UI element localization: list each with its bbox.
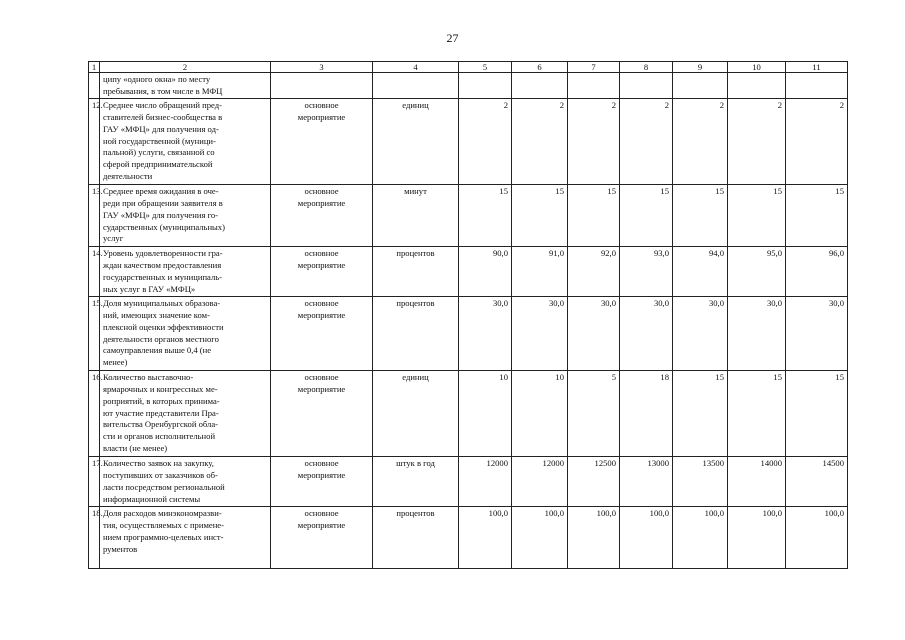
indicator-value: 15 xyxy=(620,185,673,247)
indicator-value: 15 xyxy=(786,371,848,457)
indicator-value: 14000 xyxy=(728,457,786,507)
indicator-row xyxy=(89,247,848,297)
row-number: 18. xyxy=(89,507,100,569)
row-number: 17. xyxy=(89,457,100,507)
indicator-value: 14500 xyxy=(786,457,848,507)
indicator-value: 10 xyxy=(512,371,568,457)
header-row xyxy=(89,62,848,73)
value-cell xyxy=(786,73,848,99)
indicator-value: 100,0 xyxy=(459,507,512,569)
indicator-value: 2 xyxy=(459,99,512,185)
indicator-value: 12500 xyxy=(568,457,620,507)
indicator-row xyxy=(89,371,848,457)
value-cell xyxy=(568,73,620,99)
indicator-value: 12000 xyxy=(512,457,568,507)
indicator-value: 10 xyxy=(459,371,512,457)
header-cell: 1 xyxy=(89,62,100,73)
header-cell: 5 xyxy=(459,62,512,73)
page-number: 27 xyxy=(446,31,459,45)
indicator-value: 100,0 xyxy=(568,507,620,569)
indicator-value: 2 xyxy=(673,99,728,185)
indicator-value: 13000 xyxy=(620,457,673,507)
header-cell: 6 xyxy=(512,62,568,73)
indicator-type: основное мероприятие xyxy=(271,457,373,507)
row-number: 16. xyxy=(89,371,100,457)
indicator-row xyxy=(89,99,848,185)
indicator-description: Доля расходов минэкономразви- тия, осуществляемых с примене- нием программно-целевых инст- рументов xyxy=(100,507,271,569)
indicators-table xyxy=(88,61,848,569)
row-number: 15. xyxy=(89,297,100,371)
indicator-value: 100,0 xyxy=(786,507,848,569)
indicator-value: 2 xyxy=(728,99,786,185)
indicator-value: 15 xyxy=(728,185,786,247)
value-cell xyxy=(673,73,728,99)
indicator-value: 96,0 xyxy=(786,247,848,297)
continuation-row xyxy=(89,73,848,99)
indicator-value: 2 xyxy=(568,99,620,185)
header-cell: 10 xyxy=(728,62,786,73)
indicator-type: основное мероприятие xyxy=(271,99,373,185)
indicator-value: 92,0 xyxy=(568,247,620,297)
indicator-description: Количество выставочно- ярмарочных и конгрессных ме- роприятий, в которых принима- ют участие представители Пра- вительства Оренбургской обла- сти и органов исполнительной власти (не менее) xyxy=(100,371,271,457)
indicator-value: 15 xyxy=(512,185,568,247)
indicator-type: основное мероприятие xyxy=(271,185,373,247)
indicator-unit: единиц xyxy=(373,99,459,185)
indicator-value: 13500 xyxy=(673,457,728,507)
indicator-value: 15 xyxy=(568,185,620,247)
header-cell: 3 xyxy=(271,62,373,73)
indicator-value: 100,0 xyxy=(728,507,786,569)
indicator-value: 15 xyxy=(728,371,786,457)
indicator-value: 2 xyxy=(512,99,568,185)
value-cell xyxy=(620,73,673,99)
indicator-description: ципу «одного окна» по месту пребывания, в том числе в МФЦ xyxy=(100,73,271,99)
indicator-type: основное мероприятие xyxy=(271,371,373,457)
indicator-value: 15 xyxy=(786,185,848,247)
indicator-value: 91,0 xyxy=(512,247,568,297)
indicator-value: 12000 xyxy=(459,457,512,507)
indicator-value: 94,0 xyxy=(673,247,728,297)
indicator-description: Количество заявок на закупку, поступивших от заказчиков об- ласти посредством региональной информационной системы xyxy=(100,457,271,507)
indicator-row xyxy=(89,185,848,247)
row-number: 12. xyxy=(89,99,100,185)
indicator-value: 30,0 xyxy=(512,297,568,371)
indicator-unit: процентов xyxy=(373,247,459,297)
indicator-type: основное мероприятие xyxy=(271,297,373,371)
indicator-value: 100,0 xyxy=(673,507,728,569)
row-number-cell xyxy=(89,73,100,99)
indicator-unit: единиц xyxy=(373,371,459,457)
value-cell xyxy=(459,73,512,99)
value-cell xyxy=(512,73,568,99)
indicator-value: 15 xyxy=(673,185,728,247)
indicator-value: 30,0 xyxy=(459,297,512,371)
indicator-value: 30,0 xyxy=(728,297,786,371)
indicator-row xyxy=(89,457,848,507)
indicator-unit: процентов xyxy=(373,297,459,371)
header-cell: 8 xyxy=(620,62,673,73)
indicator-value: 100,0 xyxy=(512,507,568,569)
indicator-value: 15 xyxy=(673,371,728,457)
indicator-value: 30,0 xyxy=(620,297,673,371)
indicator-type: основное мероприятие xyxy=(271,247,373,297)
header-cell: 11 xyxy=(786,62,848,73)
indicator-value: 15 xyxy=(459,185,512,247)
indicator-description: Доля муниципальных образова- ний, имеющих значение ком- плексной оценки эффективности деятельности органов местного самоуправления выше 0,4 (не менее) xyxy=(100,297,271,371)
indicator-description: Среднее время ожидания в оче- реди при обращении заявителя в ГАУ «МФЦ» для получения го- сударственных (муниципальных) услуг xyxy=(100,185,271,247)
indicator-value: 2 xyxy=(786,99,848,185)
indicator-unit: процентов xyxy=(373,507,459,569)
unit-cell xyxy=(373,73,459,99)
indicator-value: 93,0 xyxy=(620,247,673,297)
indicator-value: 90,0 xyxy=(459,247,512,297)
indicator-value: 18 xyxy=(620,371,673,457)
indicator-row xyxy=(89,297,848,371)
header-cell: 7 xyxy=(568,62,620,73)
indicator-unit: штук в год xyxy=(373,457,459,507)
header-cell: 4 xyxy=(373,62,459,73)
indicator-description: Уровень удовлетворенности гра- ждан качеством предоставления государственных и муниципаль- ных услуг в ГАУ «МФЦ» xyxy=(100,247,271,297)
indicator-value: 30,0 xyxy=(568,297,620,371)
indicator-row xyxy=(89,507,848,569)
indicator-value: 2 xyxy=(620,99,673,185)
row-number: 14. xyxy=(89,247,100,297)
header-cell: 2 xyxy=(100,62,271,73)
indicator-value: 100,0 xyxy=(620,507,673,569)
type-cell xyxy=(271,73,373,99)
indicator-value: 5 xyxy=(568,371,620,457)
indicator-value: 30,0 xyxy=(786,297,848,371)
indicator-value: 95,0 xyxy=(728,247,786,297)
value-cell xyxy=(728,73,786,99)
row-number: 13. xyxy=(89,185,100,247)
indicator-value: 30,0 xyxy=(673,297,728,371)
indicator-type: основное мероприятие xyxy=(271,507,373,569)
indicator-description: Среднее число обращений пред- ставителей бизнес-сообщества в ГАУ «МФЦ» для получения од- ной государственной (муници- пальной) услуги, связанной со сферой предпринимательской деятельности xyxy=(100,99,271,185)
indicator-unit: минут xyxy=(373,185,459,247)
header-cell: 9 xyxy=(673,62,728,73)
